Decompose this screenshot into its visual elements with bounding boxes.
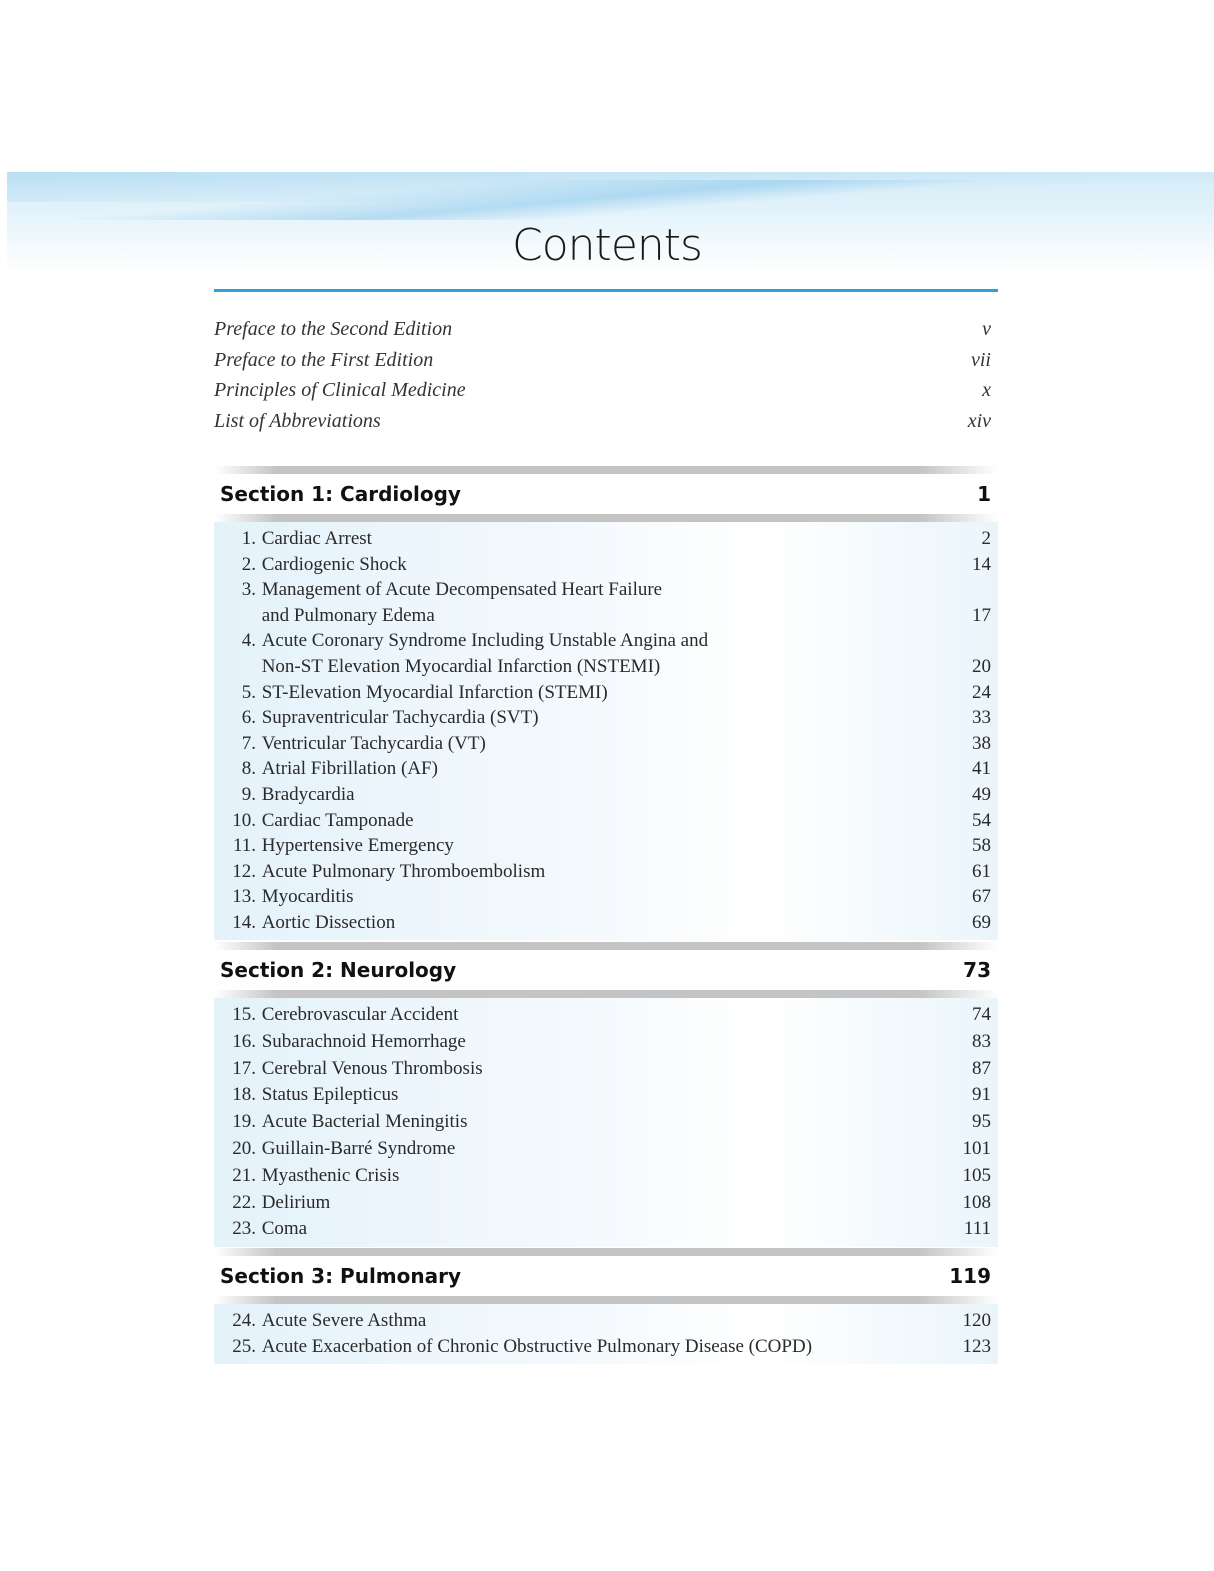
chapter-entry[interactable] xyxy=(214,1002,991,1029)
chapter-entry[interactable] xyxy=(214,756,991,782)
chapter-number: 20. xyxy=(232,1137,256,1159)
item-page: x xyxy=(982,379,991,402)
item-label: List of Abbreviations xyxy=(214,410,381,433)
chapter-number: 1. xyxy=(241,528,256,549)
chapter-number: 17. xyxy=(232,1057,256,1079)
chapter-title-line: Aortic Dissection xyxy=(261,911,396,933)
chapter-entry[interactable] xyxy=(214,1136,991,1163)
chapter-entry[interactable] xyxy=(214,910,991,936)
chapter-title xyxy=(256,680,931,706)
page-title: Contents xyxy=(512,220,702,271)
chapter-number: 15. xyxy=(232,1004,256,1025)
chapter-title-line: Non-ST Elevation Myocardial Infarction (NSTEMI) xyxy=(261,655,661,677)
section-cardiology xyxy=(214,466,998,940)
chapter-entry[interactable] xyxy=(214,680,991,706)
chapter-title-line: Supraventricular Tachycardia (SVT) xyxy=(261,707,539,729)
chapter-page: 123 xyxy=(962,1336,991,1357)
section-title: Section 1: Cardiology xyxy=(220,482,461,506)
chapter-title-line: Acute Bacterial Meningitis xyxy=(261,1111,468,1133)
chapter-page: 120 xyxy=(962,1310,991,1331)
section-page: 73 xyxy=(963,958,991,982)
front-matter-item[interactable] xyxy=(214,379,991,410)
chapter-title xyxy=(256,1190,931,1217)
chapter-title-line: Cerebral Venous Thrombosis xyxy=(261,1057,483,1079)
chapter-title-line: Delirium xyxy=(261,1191,331,1213)
section-pulmonary xyxy=(214,1248,998,1364)
chapter-page: 54 xyxy=(972,809,991,831)
chapter-number: 3. xyxy=(241,579,256,601)
chapter-page: 74 xyxy=(972,1004,991,1025)
chapter-page: 69 xyxy=(972,911,991,933)
chapter-entry[interactable] xyxy=(214,552,991,578)
section-neurology xyxy=(214,942,998,1247)
chapter-title xyxy=(256,859,931,885)
chapter-page: 95 xyxy=(972,1111,991,1133)
section-heading[interactable] xyxy=(214,950,998,990)
chapter-number: 8. xyxy=(241,758,256,780)
item-page: xiv xyxy=(967,410,991,433)
chapter-title xyxy=(256,526,931,552)
chapter-entry[interactable] xyxy=(214,577,991,628)
chapter-number: 11. xyxy=(232,835,256,857)
chapter-title xyxy=(256,910,931,936)
chapter-number: 4. xyxy=(241,630,256,652)
chapter-page: 61 xyxy=(972,860,991,882)
chapter-number: 14. xyxy=(232,911,256,933)
section-page: 119 xyxy=(949,1264,991,1288)
chapter-number: 18. xyxy=(232,1084,256,1106)
chapter-title xyxy=(256,1002,931,1029)
section-divider xyxy=(214,990,998,998)
chapter-title xyxy=(256,808,931,834)
chapter-title-line: Management of Acute Decompensated Heart Failure xyxy=(261,579,663,601)
chapter-page: 20 xyxy=(972,655,991,677)
chapter-number: 19. xyxy=(232,1111,256,1133)
item-page: v xyxy=(982,318,991,340)
chapter-title xyxy=(256,782,931,808)
chapter-page: 58 xyxy=(972,835,991,857)
chapter-title xyxy=(256,577,931,628)
chapter-title xyxy=(256,833,931,859)
section-heading[interactable] xyxy=(214,474,998,514)
chapter-title-line: Coma xyxy=(261,1218,308,1240)
chapter-title-line: Status Epilepticus xyxy=(261,1084,399,1106)
banner-swoosh xyxy=(7,180,1214,220)
front-matter-list xyxy=(214,318,991,441)
chapter-number: 10. xyxy=(232,809,256,831)
chapter-page: 111 xyxy=(963,1218,991,1240)
section-heading[interactable] xyxy=(214,1256,998,1296)
chapter-title-line: Ventricular Tachycardia (VT) xyxy=(261,732,486,754)
chapter-title-line: Guillain-Barré Syndrome xyxy=(261,1137,456,1159)
chapter-title-line: Acute Severe Asthma xyxy=(261,1310,427,1331)
chapter-number: 12. xyxy=(232,860,256,882)
front-matter-item[interactable] xyxy=(214,318,991,349)
chapter-title xyxy=(256,884,931,910)
chapter-title-line: Acute Exacerbation of Chronic Obstructive Pulmonary Disease (COPD) xyxy=(261,1336,813,1357)
chapter-title xyxy=(256,1082,931,1109)
chapter-entry[interactable] xyxy=(214,884,991,910)
section-divider xyxy=(214,942,998,950)
chapter-page: 67 xyxy=(972,886,991,908)
chapter-title xyxy=(256,1308,931,1334)
section-divider xyxy=(214,1296,998,1304)
section-title: Section 2: Neurology xyxy=(220,958,457,982)
chapter-entry[interactable] xyxy=(214,1308,991,1334)
chapter-entry[interactable] xyxy=(214,526,991,552)
chapter-page: 14 xyxy=(972,553,991,575)
chapter-title xyxy=(256,1109,931,1136)
chapter-page: 101 xyxy=(962,1137,991,1159)
chapter-title-line: Myocarditis xyxy=(261,886,354,908)
chapter-list xyxy=(214,998,998,1247)
chapter-page: 83 xyxy=(972,1030,991,1052)
item-page: vii xyxy=(971,348,991,371)
chapter-entry[interactable] xyxy=(214,1082,991,1109)
front-matter-item[interactable] xyxy=(214,349,991,380)
item-label: Preface to the First Edition xyxy=(214,348,434,371)
front-matter-item[interactable] xyxy=(214,410,991,441)
chapter-title xyxy=(256,756,931,782)
chapter-list xyxy=(214,1304,998,1364)
chapter-entry[interactable] xyxy=(214,782,991,808)
chapter-title-line: Subarachnoid Hemorrhage xyxy=(261,1030,466,1052)
chapter-entry[interactable] xyxy=(214,1163,991,1190)
section-divider xyxy=(214,466,998,474)
chapter-page: 33 xyxy=(972,707,991,729)
chapter-number: 6. xyxy=(241,707,256,729)
chapter-entry[interactable] xyxy=(214,1334,991,1360)
chapter-number: 23. xyxy=(232,1218,256,1240)
chapter-title xyxy=(256,628,931,679)
chapter-title xyxy=(256,1056,931,1083)
chapter-number: 7. xyxy=(241,732,256,754)
chapter-title-line: Atrial Fibrillation (AF) xyxy=(261,758,438,780)
chapter-title-line: Cardiac Arrest xyxy=(261,528,372,549)
title-underline xyxy=(214,289,998,292)
chapter-number: 2. xyxy=(241,553,256,575)
chapter-entry[interactable] xyxy=(214,808,991,834)
chapter-entry[interactable] xyxy=(214,1056,991,1083)
chapter-entry[interactable] xyxy=(214,859,991,885)
chapter-number: 21. xyxy=(232,1164,256,1186)
chapter-title-line: Acute Pulmonary Thromboembolism xyxy=(261,860,546,882)
chapter-title-line: ST-Elevation Myocardial Infarction (STEMI) xyxy=(261,681,608,703)
chapter-title-line: Cardiac Tamponade xyxy=(261,809,414,831)
chapter-number: 16. xyxy=(232,1030,256,1052)
chapter-title xyxy=(256,1029,931,1056)
chapter-entry[interactable] xyxy=(214,1190,991,1217)
chapter-page: 38 xyxy=(972,732,991,754)
chapter-title xyxy=(256,705,931,731)
chapter-entry[interactable] xyxy=(214,731,991,757)
chapter-title xyxy=(256,731,931,757)
chapter-number: 25. xyxy=(232,1336,256,1357)
section-divider xyxy=(214,1248,998,1256)
chapter-page: 24 xyxy=(972,681,991,703)
section-title: Section 3: Pulmonary xyxy=(220,1264,462,1288)
chapter-entry[interactable] xyxy=(214,1216,991,1243)
chapter-title-line: Bradycardia xyxy=(261,783,355,805)
chapter-title xyxy=(256,1216,931,1243)
chapter-title xyxy=(256,1334,931,1360)
chapter-number: 22. xyxy=(232,1191,256,1213)
chapter-title-line: and Pulmonary Edema xyxy=(261,604,435,626)
chapter-title xyxy=(256,1136,931,1163)
chapter-title-line: Hypertensive Emergency xyxy=(261,835,454,857)
chapter-number: 5. xyxy=(241,681,256,703)
chapter-page: 105 xyxy=(962,1164,991,1186)
section-page: 1 xyxy=(977,482,991,506)
chapter-entry[interactable] xyxy=(214,1029,991,1056)
chapter-entry[interactable] xyxy=(214,628,991,679)
chapter-list xyxy=(214,522,998,940)
chapter-title xyxy=(256,1163,931,1190)
chapter-page: 41 xyxy=(972,758,991,780)
chapter-title-line: Cerebrovascular Accident xyxy=(261,1004,459,1025)
chapter-page: 49 xyxy=(972,783,991,805)
section-divider xyxy=(214,514,998,522)
item-label: Principles of Clinical Medicine xyxy=(214,379,466,402)
chapter-page: 91 xyxy=(972,1084,991,1106)
chapter-page: 108 xyxy=(962,1191,991,1213)
chapter-page: 87 xyxy=(972,1057,991,1079)
chapter-entry[interactable] xyxy=(214,705,991,731)
chapter-title-line: Myasthenic Crisis xyxy=(261,1164,400,1186)
chapter-title xyxy=(256,552,931,578)
chapter-number: 9. xyxy=(241,783,256,805)
chapter-entry[interactable] xyxy=(214,1109,991,1136)
chapter-title-line: Acute Coronary Syndrome Including Unstable Angina and xyxy=(261,630,709,652)
chapter-entry[interactable] xyxy=(214,833,991,859)
chapter-title-line: Cardiogenic Shock xyxy=(261,553,407,575)
chapter-number: 13. xyxy=(232,886,256,908)
chapter-page: 2 xyxy=(981,528,991,549)
chapter-number: 24. xyxy=(232,1310,256,1331)
item-label: Preface to the Second Edition xyxy=(214,318,453,340)
chapter-page: 17 xyxy=(972,604,991,626)
